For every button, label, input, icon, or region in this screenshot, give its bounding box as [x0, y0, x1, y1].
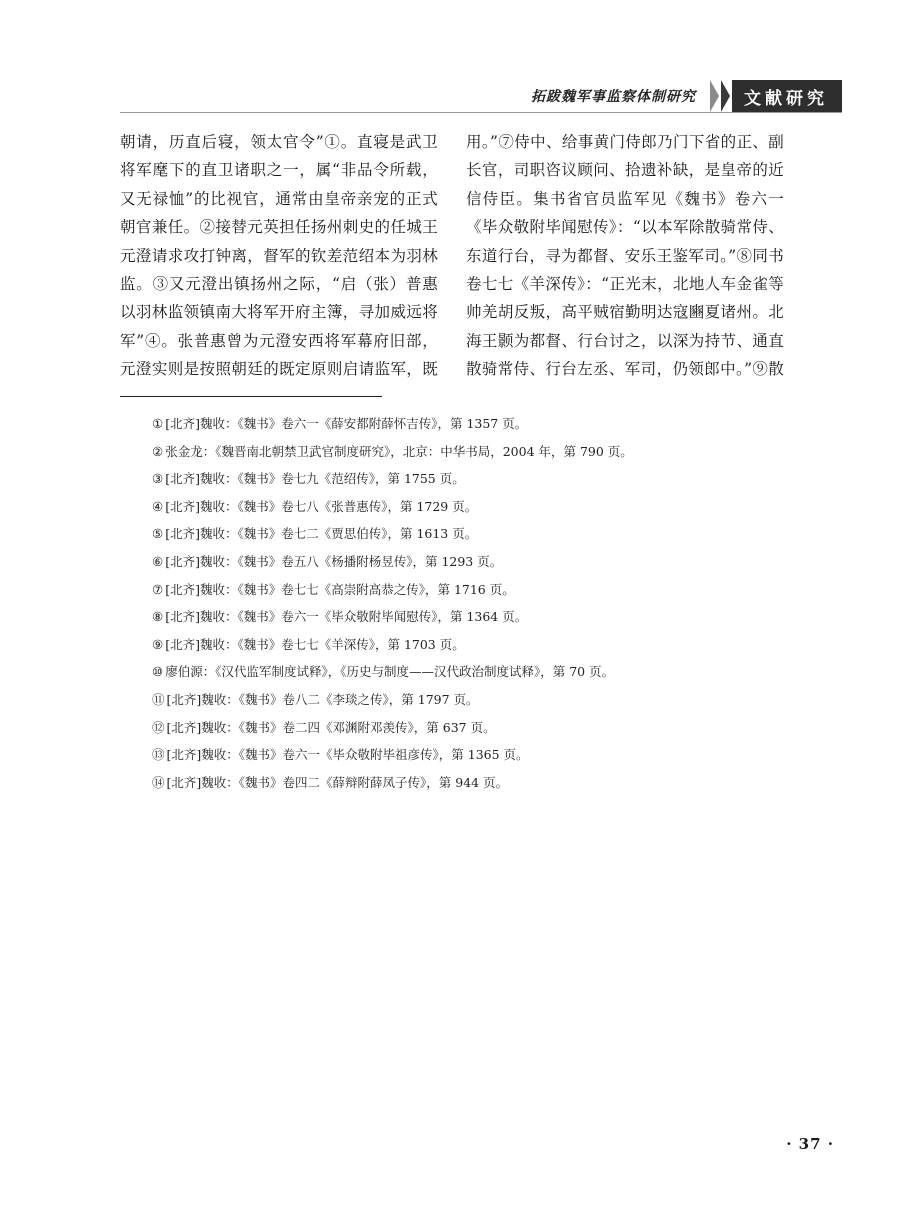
footnote-mark: ⑫ [152, 719, 165, 735]
header-arrow-icons [710, 80, 732, 112]
footnote-text: [北齐]魏收：《魏书》卷七八《张普惠传》，第 1729 页。 [165, 498, 478, 514]
page-number: · 37 · [786, 1135, 834, 1153]
footnote-text: [北齐]魏收：《魏书》卷六一《毕众敬附毕祖彦传》，第 1365 页。 [166, 747, 529, 763]
footnote-mark: ⑭ [152, 774, 165, 790]
footnote-item [152, 520, 792, 548]
footnote-item [152, 741, 792, 769]
footnote-item [152, 603, 792, 631]
chevron-right-icon [721, 80, 730, 112]
footnote-mark: ⑥ [152, 553, 164, 569]
right-column [466, 128, 784, 382]
footnote-text: [北齐]魏收：《魏书》卷二四《邓渊附邓羡传》，第 637 页。 [166, 719, 496, 735]
footnote-mark: ⑧ [152, 609, 164, 625]
footnote-mark: ① [152, 416, 164, 431]
footnote-item [152, 410, 792, 438]
footnote-mark: ⑨ [152, 636, 164, 652]
footnote-mark: ⑦ [152, 581, 164, 597]
running-header [531, 80, 842, 112]
footnote-mark: ③ [152, 471, 164, 487]
footnote-item [152, 493, 792, 521]
footnote-text: [北齐]魏收：《魏书》卷七九《范绍传》，第 1755 页。 [165, 471, 465, 487]
footnote-item [152, 631, 792, 659]
footnote-mark: ⑬ [152, 747, 165, 763]
footnote-text: [北齐]魏收：《魏书》卷七二《贾思伯传》，第 1613 页。 [165, 526, 478, 542]
footnote-mark: ⑪ [152, 691, 165, 707]
footnote-text: 廖伯源：《汉代监军制度试释》，《历史与制度——汉代政治制度试释》，第 70 页。 [165, 664, 615, 680]
footnote-item [152, 686, 792, 714]
footnote-text: [北齐]魏收：《魏书》卷六一《薛安都附薛怀吉传》，第 1357 页。 [165, 416, 528, 431]
footnote-item [152, 769, 792, 797]
footnote-text: [北齐]魏收：《魏书》卷八二《李琰之传》，第 1797 页。 [166, 691, 479, 707]
left-column-paragraph: 朝请，历直后寝，领太官令”①。直寝是武卫将军麾下的直卫诸职之一，属“非品令所载，又无禄恤”的比视官，通常由皇帝亲宠的正式朝官兼任。②接替元英担任扬州刺史的任城王元澄请求攻打钟离，督军的钦差范绍本为羽林监。③又元澄出镇扬州之际，“启（张）普惠以羽林监领镇南大将军开府主簿，寻加威远将军”④。张普惠曾为元澄安西将军幕府旧部，元澄实则是按照朝廷的既定原则启请监军，既 [120, 133, 438, 379]
footnote-item [152, 576, 792, 604]
footnote-item [152, 465, 792, 493]
left-column [120, 128, 438, 382]
footnote-mark: ④ [152, 498, 164, 514]
footnote-list [152, 410, 792, 796]
footnote-item [152, 714, 792, 742]
footnote-mark: ② [152, 443, 164, 459]
footnote-item [152, 658, 792, 686]
header-rule [120, 112, 842, 113]
journal-article-title: 拓跋魏军事监察体制研究 [531, 89, 696, 105]
footnote-text: [北齐]魏收：《魏书》卷四二《薛辩附薛凤子传》，第 944 页。 [166, 774, 509, 790]
section-badge: 文献研究 [732, 80, 842, 112]
footnote-text: [北齐]魏收：《魏书》卷七七《羊深传》，第 1703 页。 [165, 636, 465, 652]
footnote-text: [北齐]魏收：《魏书》卷五八《杨播附杨昱传》，第 1293 页。 [165, 553, 503, 569]
footnote-divider [120, 396, 382, 397]
footnote-text: [北齐]魏收：《魏书》卷六一《毕众敬附毕闻慰传》，第 1364 页。 [165, 609, 528, 625]
footnote-text: [北齐]魏收：《魏书》卷七七《高崇附高恭之传》，第 1716 页。 [165, 581, 515, 597]
chevron-right-icon [710, 80, 719, 112]
body-text [120, 128, 784, 382]
footnote-item [152, 438, 792, 466]
footnote-mark: ⑩ [152, 664, 164, 680]
footnote-mark: ⑤ [152, 526, 164, 542]
right-column-paragraph: 用。”⑦侍中、给事黄门侍郎乃门下省的正、副长官，司职咨议顾问、拾遗补缺，是皇帝的近信侍臣。集书省官员监军见《魏书》卷六一《毕众敬附毕闻慰传》：“以本军除散骑常侍、东道行台，寻为都督、安乐王鉴军司。”⑧同书卷七七《羊深传》：“正光末，北地人车金雀等帅羌胡反叛，高平贼宿勤明达寇豳夏诸州。北海王颢为都督、行台讨之，以深为持节、通直散骑常侍、行台左丞、军司，仍领郎中。”⑨散 [466, 133, 784, 379]
footnote-item [152, 548, 792, 576]
footnote-text: 张金龙：《魏晋南北朝禁卫武官制度研究》，北京：中华书局，2004 年，第 790 页。 [165, 443, 633, 459]
